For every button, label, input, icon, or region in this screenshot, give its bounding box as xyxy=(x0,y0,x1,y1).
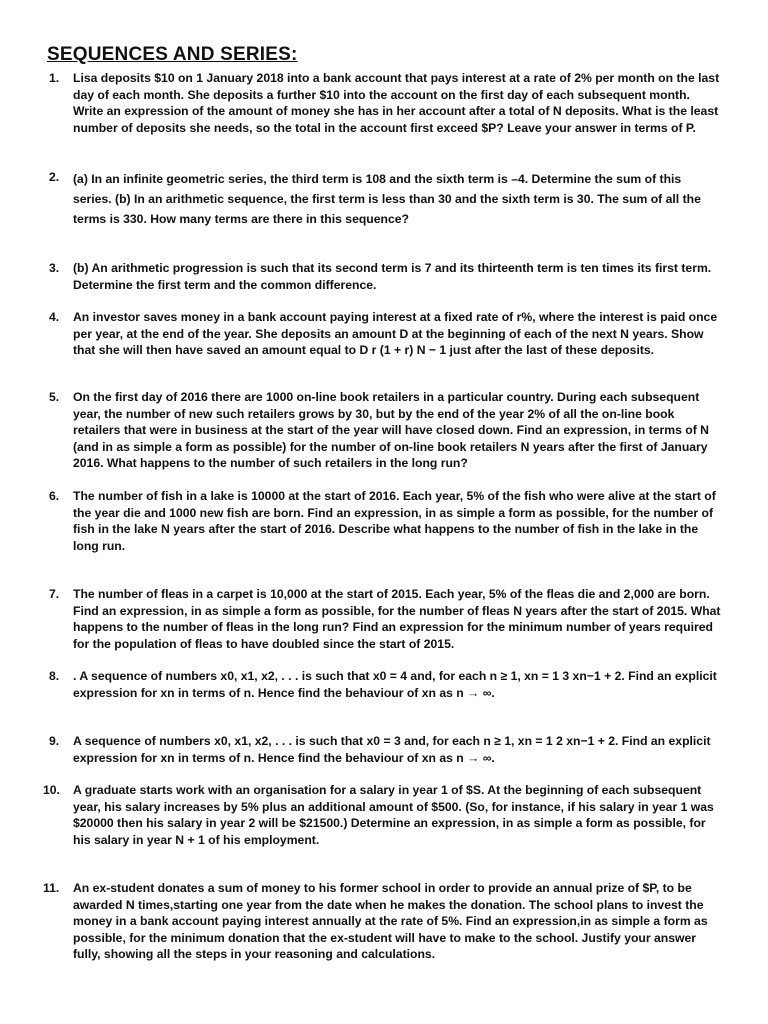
question-number: 2. xyxy=(49,170,60,184)
question-number: 1. xyxy=(49,71,60,85)
question-number: 10. xyxy=(43,783,60,797)
question-text: On the first day of 2016 there are 1000 on-line book retailers in a particular country. During each subsequent year, the number of new such retailers grows by 30, but by the end of the year 2% of all the on-line book retailers that were in business at the start of the year will have closed down. Find an expression, in terms of N (and in as simple a form as possible) for the number of on-line book retailers N years after the first of January 2016. What happens to the number of such retailers in the long run? xyxy=(73,390,709,470)
question-text: . A sequence of numbers x0, x1, x2, . . . is such that x0 = 4 and, for each n ≥ 1, xn = 1 3 xn−1 + 2. Find an explicit expression for xn in terms of n. Hence find the behaviour of xn as n → ∞. xyxy=(73,669,717,700)
question-text: Lisa deposits $10 on 1 January 2018 into a bank account that pays interest at a rate of 2% per month on the last day of each month. She deposits a further $10 into the account on the first day of each subsequent month. Write an expression of the amount of money she has in her account after a total of N deposits. What is the least number of deposits she needs, so the total in the account first exceed $P? Leave your answer in terms of P. xyxy=(73,71,720,135)
question-text: (a) In an infinite geometric series, the third term is 108 and the sixth term is –4. Determine the sum of this series. (b) In an arithmetic sequence, the first term is less than 30 and the sixth term is 30. The sum of all the terms is 330. How many terms are there in this sequence? xyxy=(73,172,701,226)
question-number: 5. xyxy=(49,390,60,404)
question-number: 4. xyxy=(49,310,60,324)
question-number: 3. xyxy=(49,261,60,275)
question-number: 7. xyxy=(49,587,60,601)
question-number: 11. xyxy=(43,881,60,895)
question-number: 6. xyxy=(49,489,60,503)
question-text: A graduate starts work with an organisation for a salary in year 1 of $S. At the beginning of each subsequent year, his salary increases by 5% plus an additional amount of $500. (So, for instance, if his salary in year 1 was $20000 then his salary in year 2 will be $21500.) Determine an expression, in as simple a form as possible, for his salary in year N + 1 of his employment. xyxy=(73,783,714,847)
question-text: An ex-student donates a sum of money to his former school in order to provide an annual prize of $P, to be awarded N times,starting one year from the date when he makes the donation. The school plans to invest the money in a bank account paying interest annually at the rate of 5%. Find an expression,in as simple a form as possible, for the minimum donation that the ex-student will have to make to the school. Justify your answer fully, showing all the steps in your reasoning and calculations. xyxy=(73,881,708,961)
question-number: 9. xyxy=(49,734,60,748)
page-title: SEQUENCES AND SERIES: xyxy=(47,44,298,65)
question-text: (b) An arithmetic progression is such that its second term is 7 and its thirteenth term is ten times its first term. Determine the first term and the common difference. xyxy=(73,261,712,292)
question-text: A sequence of numbers x0, x1, x2, . . . is such that x0 = 3 and, for each n ≥ 1, xn = 1 2 xn−1 + 2. Find an explicit expression for xn in terms of n. Hence find the behaviour of xn as n → ∞. xyxy=(73,734,711,765)
question-number: 8. xyxy=(49,669,60,683)
question-text: The number of fish in a lake is 10000 at the start of 2016. Each year, 5% of the fish who were alive at the start of the year die and 1000 new fish are born. Find an expression, in as simple a form as possible, for the number of fish in the lake N years after the start of 2016. Describe what happens to the number of fish in the lake in the long run. xyxy=(73,489,716,553)
question-text: The number of fleas in a carpet is 10,000 at the start of 2015. Each year, 5% of the fleas die and 2,000 are born. Find an expression, in as simple a form as possible, for the number of fleas N years after the start of 2015. What happens to the number of fleas in the long run? Find an expression for the minimum number of years required for the population of fleas to have doubled since the start of 2015. xyxy=(73,587,721,651)
question-text: An investor saves money in a bank account paying interest at a fixed rate of r%, where the interest is paid once per year, at the end of the year. She deposits an amount D at the beginning of each of the next N years. Show that she will then have saved an amount equal to D r (1 + r) N − 1 just after the last of these deposits. xyxy=(73,310,718,357)
